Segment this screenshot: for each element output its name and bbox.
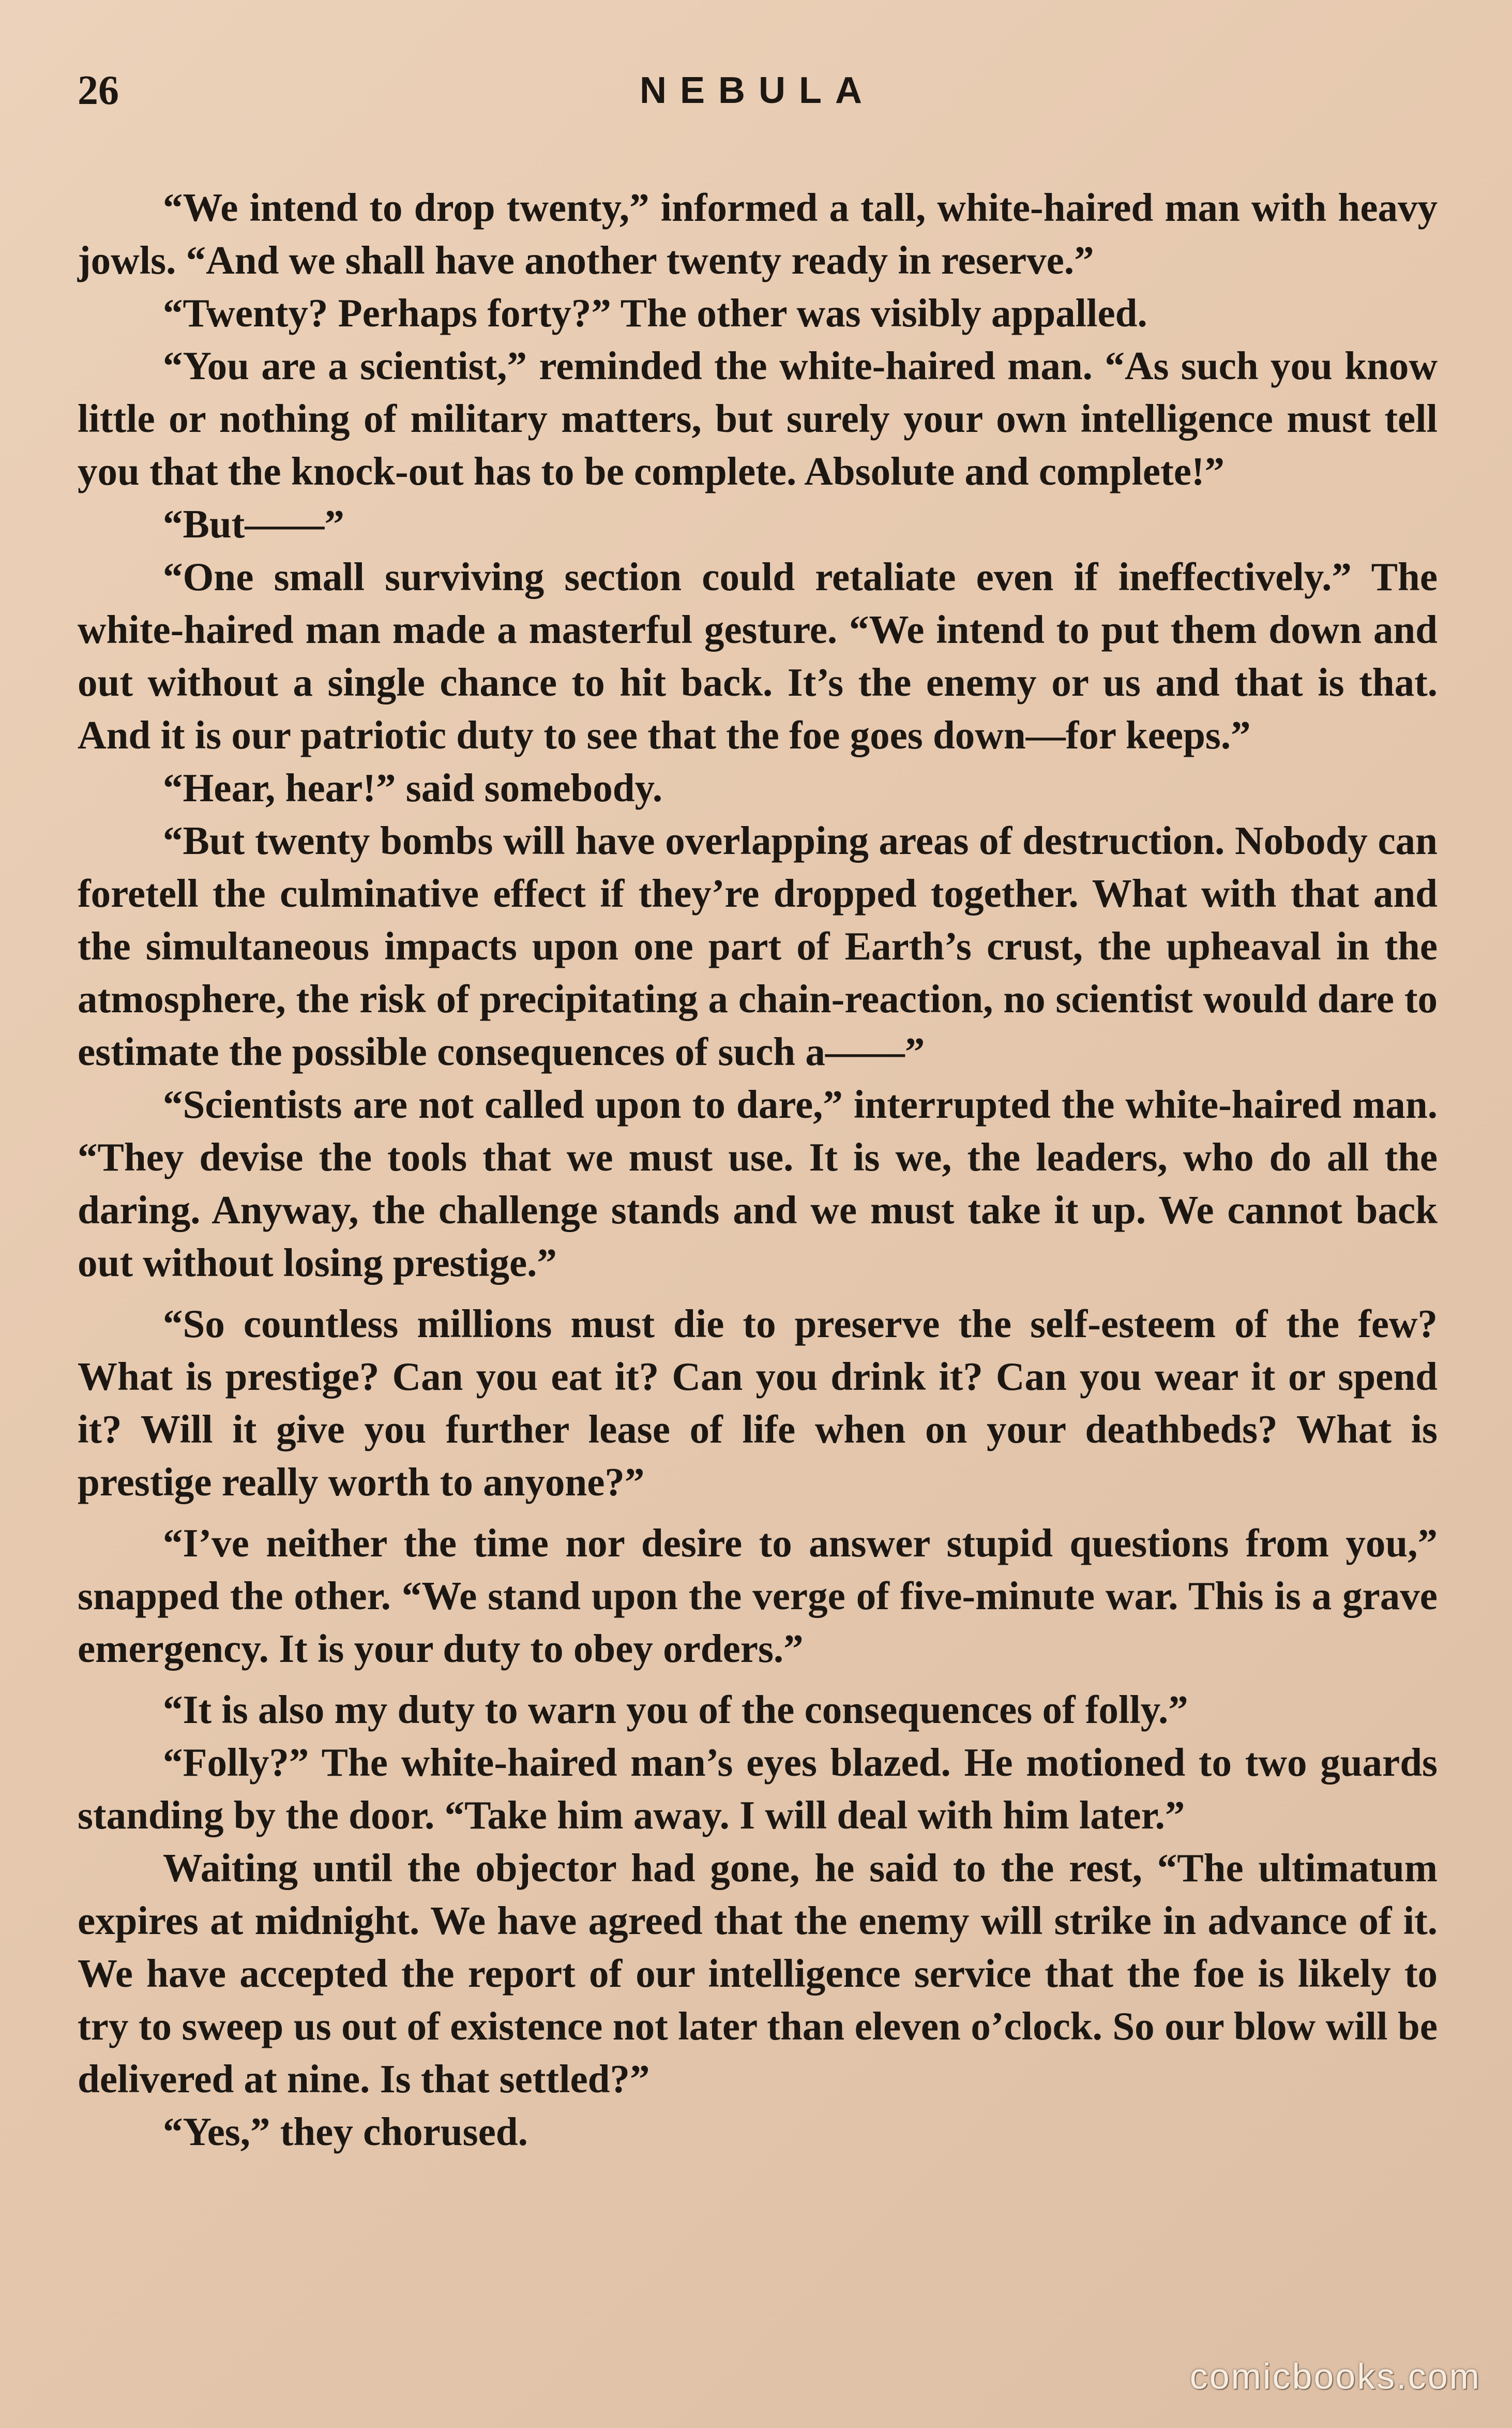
paragraph: “We intend to drop twenty,” informed a tall, white-haired man with heavy jowls. “And we shall have another twenty ready in reserve.” — [78, 185, 1438, 282]
paragraph: “Folly?” The white-haired man’s eyes blazed. He motioned to two guards standing by the door. “Take him away. I will deal with him later.” — [78, 1740, 1438, 1837]
paragraph: “Yes,” they chorused. — [163, 2109, 528, 2154]
paragraph: “One small surviving section could retaliate even if ineffectively.” The white-haired man made a masterful gesture. “We intend to put them down and out without a single chance to hit back. It’s the enemy or us and that is that. And it is our patriotic duty to see that the foe goes down—for keeps.” — [78, 554, 1438, 757]
page-header — [78, 62, 1438, 124]
paragraph: “But——” — [163, 502, 344, 546]
paragraph: “Scientists are not called upon to dare,” interrupted the white-haired man. “They devise the tools that we must use. It is we, the leaders, who do all the daring. Anyway, the challenge stands and we must take it up. We cannot back out without losing prestige.” — [78, 1082, 1438, 1285]
watermark: comicbooks.com — [1189, 2356, 1481, 2396]
paragraph: “You are a scientist,” reminded the white-haired man. “As such you know little or nothing of military matters, but surely your own intelligence must tell you that the knock-out has to be complete. Absolute and complete!” — [78, 343, 1438, 493]
page-number: 26 — [78, 68, 119, 113]
paragraph: “I’ve neither the time nor desire to answer stupid questions from you,” snapped the other. “We stand upon the verge of five-minute war. This is a grave emergency. It is your duty to obey orders.” — [78, 1521, 1438, 1671]
paragraph: “It is also my duty to warn you of the consequences of folly.” — [163, 1687, 1188, 1732]
paragraph: “But twenty bombs will have overlapping areas of destruction. Nobody can foretell the culminative effect if they’re dropped together. What with that and the simultaneous impacts upon one part of Earth’s crust, the upheaval in the atmosphere, the risk of precipitating a chain-reaction, no scientist would dare to estimate the possible consequences of such a——” — [78, 818, 1438, 1074]
body-text — [78, 181, 1438, 2158]
book-page — [78, 62, 1438, 2158]
paragraph: “Hear, hear!” said somebody. — [163, 766, 663, 810]
paragraph: “Twenty? Perhaps forty?” The other was visibly appalled. — [163, 291, 1147, 335]
running-title: NEBULA — [640, 70, 875, 111]
paragraph: “So countless millions must die to preserve the self-esteem of the few? What is prestige? Can you eat it? Can you drink it? Can you wear it or spend it? Will it give you further lease of life when on your deathbeds? What is prestige really worth to anyone?” — [78, 1301, 1438, 1504]
paragraph: Waiting until the objector had gone, he said to the rest, “The ultimatum expires at midnight. We have agreed that the enemy will strike in advance of it. We have accepted the report of our intelligence service that the foe is likely to try to sweep us out of existence not later than eleven o’clock. So our blow will be delivered at nine. Is that settled?” — [78, 1846, 1438, 2101]
